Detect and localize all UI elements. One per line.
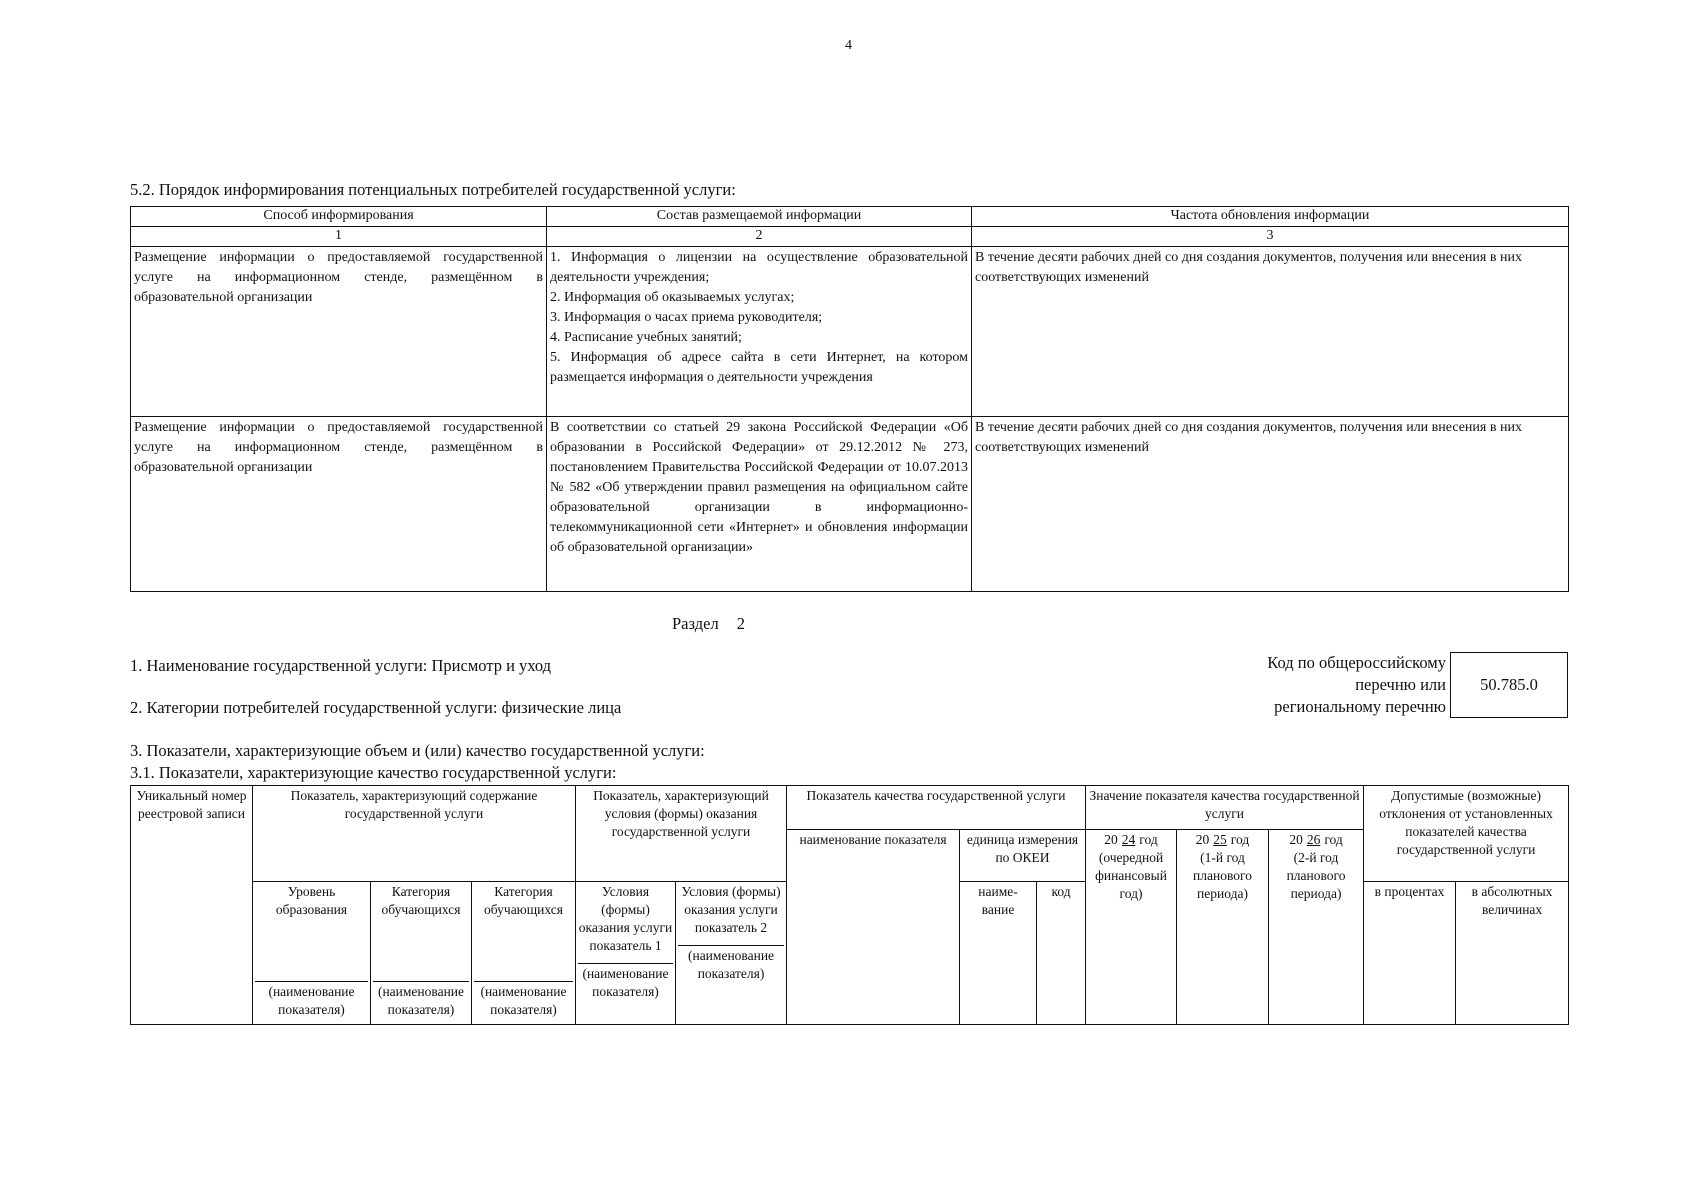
content-line: 1. Информация о лицензии на осуществление образовательной деятельности учреждения;: [550, 250, 968, 285]
table-header-row: [131, 207, 1569, 227]
unit-code-header: код: [1037, 882, 1086, 1025]
page-number: 4: [845, 38, 852, 53]
table-row: [131, 417, 1569, 592]
frequency-cell: В течение десяти рабочих дней со дня создания документов, получения или внесения в них соответствующих изменений: [972, 247, 1569, 417]
conditions-indicator-header: Показатель, характеризующий условия (формы) оказания государственной услуги: [576, 786, 787, 882]
content-indicator-header: Показатель, характеризующий содержание государственной услуги: [253, 786, 576, 882]
content-column-name: Категория обучающихся: [381, 884, 461, 917]
content-column: [371, 882, 472, 1025]
header-frequency: Частота обновления информации: [972, 207, 1569, 227]
consumer-categories: 2. Категории потребителей государственной услуги: физические лица: [130, 698, 622, 717]
column-number-row: [131, 227, 1569, 247]
condition-column-name: Условия (формы) оказания услуги показатель 2: [681, 884, 781, 935]
method-cell: Размещение информации о предоставляемой государственной услуге на информационном стенде, размещённом в образовательной организации: [131, 247, 547, 417]
unit-name-header: наиме-вание: [960, 882, 1037, 1025]
indicator-sublabel: (наименование показателя): [678, 945, 784, 983]
content-column: [472, 882, 576, 1025]
condition-column-name: Условия (формы) оказания услуги показатель 1: [578, 884, 673, 953]
quality-value-header: Значение показателя качества государственной услуги: [1086, 786, 1364, 830]
deviation-absolute-header: в абсолютных величинах: [1456, 882, 1569, 1025]
header-method: Способ информирования: [131, 207, 547, 227]
section-word: Раздел: [672, 614, 719, 633]
quality-indicators-table: [130, 785, 1569, 1025]
quality-indicator-header: Показатель качества государственной услуги: [787, 786, 1086, 830]
content-line: 5. Информация об адресе сайта в сети Интернет, на котором размещается информация о деятельности учреждения: [550, 350, 968, 385]
content-column: [253, 882, 371, 1025]
year-prefix: 20: [1104, 832, 1118, 847]
year-suffix: год: [1324, 832, 1343, 847]
indicator-sublabel: (наименование показателя): [255, 981, 368, 1019]
information-procedure-table: [130, 206, 1569, 592]
year-prefix: 20: [1289, 832, 1303, 847]
deviations-header: Допустимые (возможные) отклонения от установленных показателей качества государственной услуги: [1364, 786, 1569, 882]
year-value: 26: [1306, 832, 1321, 847]
quality-indicators-heading: 3.1. Показатели, характеризующие качество государственной услуги:: [130, 763, 617, 782]
year-prefix: 20: [1195, 832, 1210, 847]
code-label-line: Код по общероссийскому: [1267, 653, 1446, 672]
header-content: Состав размещаемой информации: [547, 207, 972, 227]
service-name: 1. Наименование государственной услуги: Присмотр и уход: [130, 656, 552, 675]
indicator-sublabel: (наименование показателя): [474, 981, 573, 1019]
section-5-2-heading: 5.2. Порядок информирования потенциальных потребителей государственной услуги:: [130, 180, 736, 199]
deviation-percent-header: в процентах: [1364, 882, 1456, 1025]
section-number: 2: [736, 614, 745, 633]
year-value: 24: [1121, 832, 1136, 847]
year-3-header: [1269, 830, 1364, 1025]
year-description: (очередной финансовый год): [1095, 850, 1167, 901]
indicator-sublabel: (наименование показателя): [373, 981, 469, 1019]
frequency-cell: В течение десяти рабочих дней со дня создания документов, получения или внесения в них соответствующих изменений: [972, 417, 1569, 592]
registry-code-box: 50.785.0: [1450, 652, 1568, 718]
year-value: 25: [1213, 832, 1227, 847]
content-line: 3. Информация о часах приема руководителя;: [550, 310, 823, 325]
indicators-heading: 3. Показатели, характеризующие объем и (или) качество государственной услуги:: [130, 741, 705, 760]
year-1-header: [1086, 830, 1177, 1025]
condition-column: [676, 882, 787, 1025]
table-row: [131, 247, 1569, 417]
year-suffix: год: [1230, 832, 1250, 847]
indicator-name-header: наименование показателя: [787, 830, 960, 1025]
year-description: (1-й год планового периода): [1193, 850, 1252, 901]
content-cell: В соответствии со статьей 29 закона Российской Федерации «Об образовании в Российской Федерации» от 29.12.2012 № 273, постановлением Правительства Российской Федерации от 10.07.2013 № 582 «Об утверждении правил размещения на официальном сайте образовательной организации в информационно-телекоммуникационной сети «Интернет» и обновления информации об образовательной организации»: [547, 417, 972, 592]
content-line: 2. Информация об оказываемых услугах;: [550, 290, 795, 305]
content-column-name: Уровень образования: [275, 884, 348, 917]
column-number: 1: [131, 227, 547, 247]
method-cell: Размещение информации о предоставляемой государственной услуге на информационном стенде, размещённом в образовательной организации: [131, 417, 547, 592]
content-line: 4. Расписание учебных занятий;: [550, 330, 742, 345]
condition-column: [576, 882, 676, 1025]
indicator-sublabel: (наименование показателя): [578, 963, 673, 1001]
content-cell: [547, 247, 972, 417]
section-label: [672, 614, 745, 634]
unique-number-header: Уникальный номер реестровой записи: [131, 786, 253, 1025]
year-2-header: [1177, 830, 1269, 1025]
code-label-line: перечню или: [1355, 675, 1446, 694]
unit-okei-header: единица измерения по ОКЕИ: [960, 830, 1086, 882]
content-column-name: Категория обучающихся: [484, 884, 563, 917]
code-label-line: региональному перечню: [1274, 697, 1446, 716]
column-number: 2: [547, 227, 972, 247]
column-number: 3: [972, 227, 1569, 247]
table-header-row: [131, 786, 1569, 830]
year-description: (2-й год планового периода): [1286, 850, 1346, 901]
year-suffix: год: [1139, 832, 1158, 847]
registry-code-label: [1150, 652, 1446, 718]
